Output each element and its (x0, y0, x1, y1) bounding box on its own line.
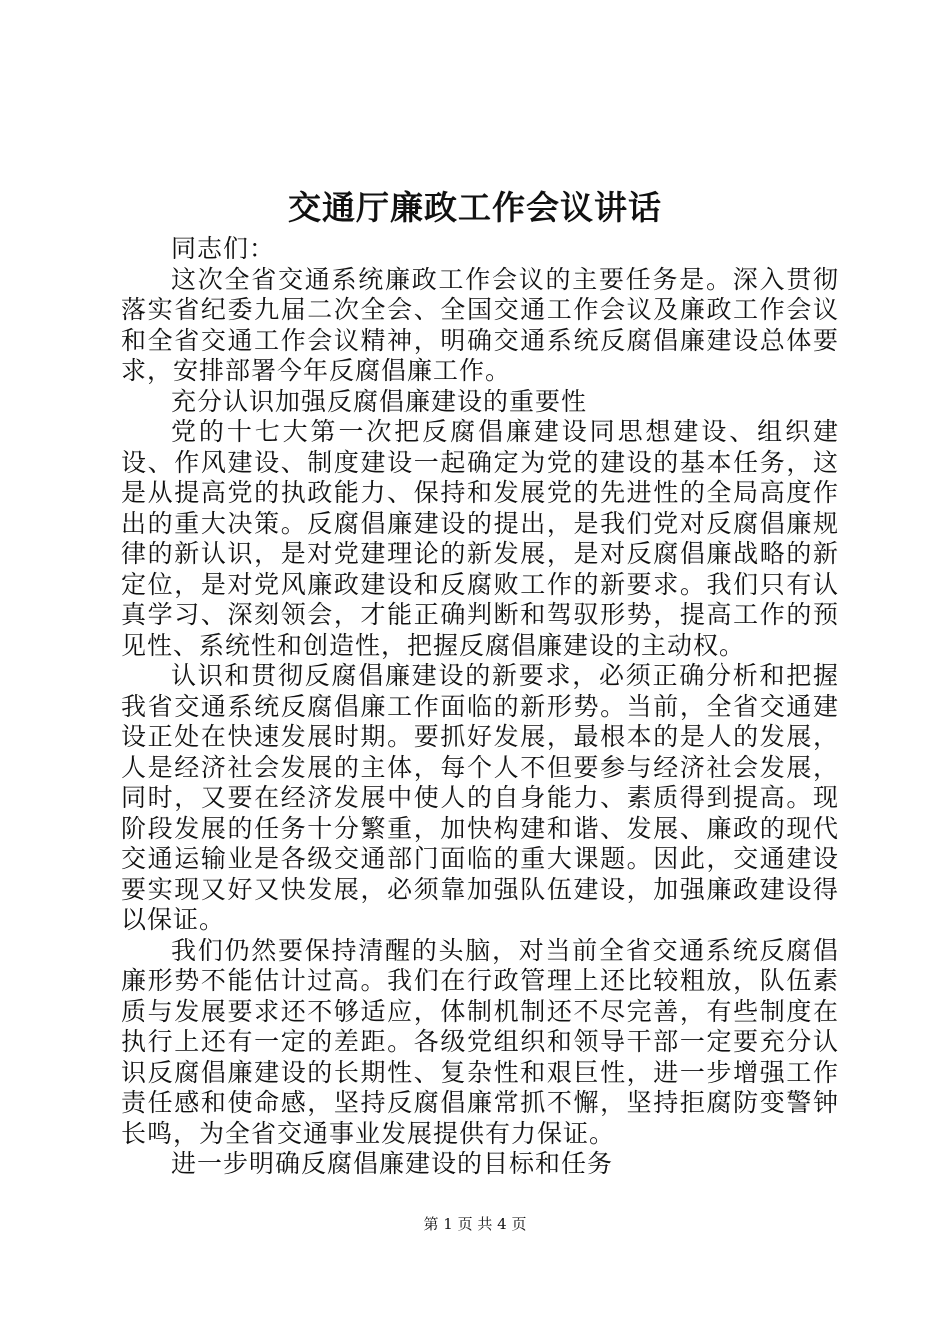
page-number: 第 1 页 共 4 页 (423, 1215, 527, 1233)
paragraph-new-requirements: 认识和贯彻反腐倡廉建设的新要求，必须正确分析和把握我省交通系统反腐倡廉工作面临的新形势。当前，全省交通建设正处在快速发展时期。要抓好发展，最根本的是人的发展，人是经济社会发展的主体，每个人不但要参与经济社会发展，同时，又要在经济发展中使人的自身能力、素质得到提高。现阶段发展的任务十分繁重，加快构建和谐、发展、廉政的现代交通运输业是各级交通部门面临的重大课题。因此，交通建设要实现又好又快发展，必须靠加强队伍建设，加强廉政建设得以保证。 (121, 661, 839, 934)
paragraph-clear-mind: 我们仍然要保持清醒的头脑，对当前全省交通系统反腐倡廉形势不能估计过高。我们在行政管理上还比较粗放，队伍素质与发展要求还不够适应，体制机制还不尽完善，有些制度在执行上还有一定的差距。各级党组织和领导干部一定要充分认识反腐倡廉建设的长期性、复杂性和艰巨性，进一步增强工作责任感和使命感，坚持反腐倡廉常抓不懈，坚持拒腐防变警钟长鸣，为全省交通事业发展提供有力保证。 (121, 935, 839, 1148)
paragraph-intro: 这次全省交通系统廉政工作会议的主要任务是。深入贯彻落实省纪委九届二次全会、全国交通工作会议及廉政工作会议和全省交通工作会议精神，明确交通系统反腐倡廉建设总体要求，安排部署今年反腐倡廉工作。 (121, 264, 839, 385)
section-heading-goals: 进一步明确反腐倡廉建设的目标和任务 (171, 1149, 614, 1178)
document-body (121, 234, 839, 1180)
document-title: 交通厅廉政工作会议讲话 (288, 188, 662, 227)
salutation: 同志们： (171, 234, 276, 263)
section-heading-importance: 充分认识加强反腐倡廉建设的重要性 (171, 386, 588, 416)
paragraph-party-congress: 党的十七大第一次把反腐倡廉建设同思想建设、组织建设、作风建设、制度建设一起确定为党的建设的基本任务，这是从提高党的执政能力、保持和发展党的先进性的全局高度作出的重大决策。反腐倡廉建设的提出，是我们党对反腐倡廉规律的新认识，是对党建理论的新发展，是对反腐倡廉战略的新定位，是对党风廉政建设和反腐败工作的新要求。我们只有认真学习、深刻领会，才能正确判断和驾驭形势，提高工作的预见性、系统性和创造性，把握反腐倡廉建设的主动权。 (121, 417, 839, 660)
